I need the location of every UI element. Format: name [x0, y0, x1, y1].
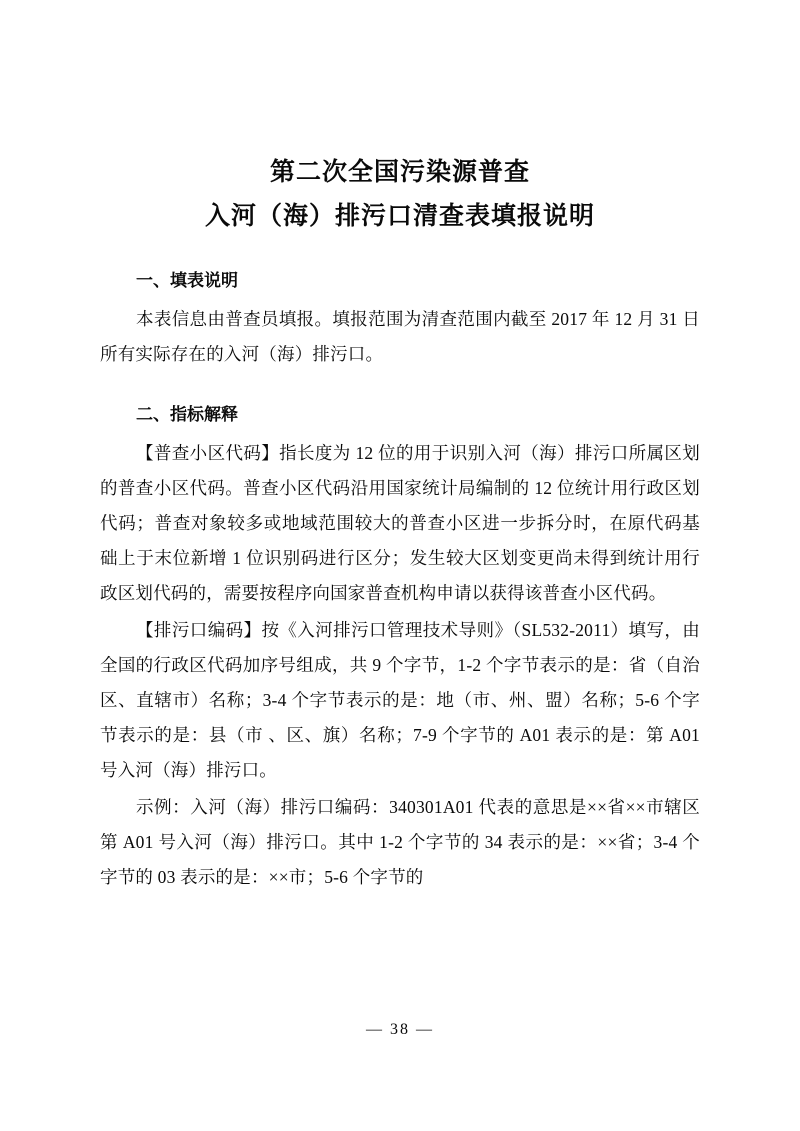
- paragraph-filling-scope: 本表信息由普查员填报。填报范围为清查范围内截至 2017 年 12 月 31 日所有实际存在的入河（海）排污口。: [100, 309, 700, 364]
- paragraph-census-zone-code: 【普查小区代码】指长度为 12 位的用于识别入河（海）排污口所属区划的普查小区代码。普查小区代码沿用国家统计局编制的 12 位统计用行政区划代码；普查对象较多或地域范围较大的普查小区进一步拆分时，在原代码基础上于末位新增 1 位识别码进行区分；发生较大区划变更尚未得到统计用行政区划代码的，需要按程序向国家普查机构申请以获得该普查小区代码。: [100, 443, 700, 603]
- document-title-block: [100, 150, 700, 238]
- section-heading-filling-instructions: 一、填表说明: [136, 271, 238, 291]
- document-title-line-2: 入河（海）排污口清查表填报说明: [204, 201, 595, 230]
- page-number: — 38 —: [366, 1021, 434, 1038]
- section-heading-indicator-explanation: 二、指标解释: [136, 405, 238, 425]
- paragraph-outlet-code-example: 示例：入河（海）排污口编码：340301A01 代表的意思是××省××市辖区第 A01 号入河（海）排污口。其中 1-2 个字节的 34 表示的是：××省；3-4 个字节的 03 表示的是：××市；5-6 个字节的: [100, 797, 700, 887]
- page-content: [100, 150, 700, 895]
- paragraph-outlet-code: 【排污口编码】按《入河排污口管理技术导则》（SL532-2011）填写，由全国的行政区代码加序号组成，共 9 个字节，1-2 个字节表示的是：省（自治区、直辖市）名称；3-4 个字节表示的是：地（市、州、盟）名称；5-6 个字节表示的是：县（市 、区、旗）名称；7-9 个字节的 A01 表示的是：第 A01 号入河（海）排污口。: [100, 620, 700, 780]
- document-title-line-1: 第二次全国污染源普查: [269, 157, 530, 186]
